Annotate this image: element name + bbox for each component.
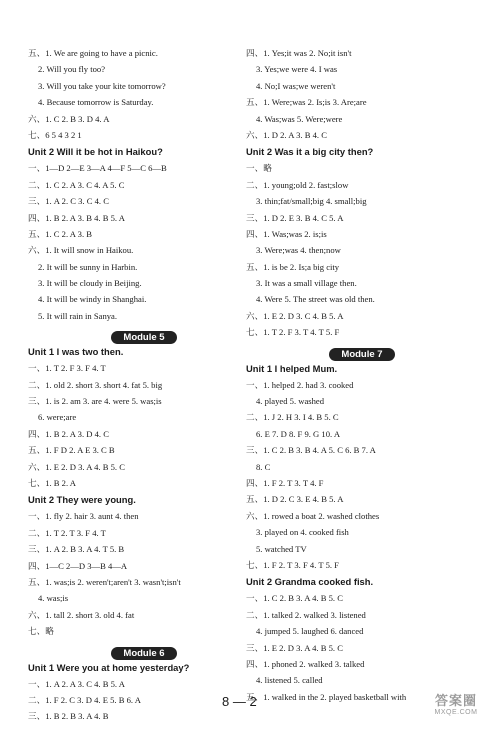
answer-line: 七、1. B 2. A <box>28 477 76 488</box>
answer-line: 三、1. B 2. B 3. A 4. B <box>28 711 109 722</box>
answer-line: 二、1. T 2. T 3. F 4. T <box>28 527 106 538</box>
watermark-logo <box>418 690 494 716</box>
answer-line: 2. It will be sunny in Harbin. <box>38 261 138 272</box>
right-answer-column <box>246 48 478 708</box>
answer-line: 五、1. is be 2. Is;a big city <box>246 261 340 272</box>
answer-line: 三、1. E 2. D 3. A 4. B 5. C <box>246 642 343 653</box>
answer-line: 4. It will be windy in Shanghai. <box>38 294 147 305</box>
answer-line: 3. thin;fat/small;big 4. small;big <box>256 196 367 207</box>
answer-line: 4. Was;was 5. Were;were <box>256 113 343 124</box>
page-number: 8 — 2 <box>222 694 257 709</box>
answer-line: 五、1. was;is 2. weren't;aren't 3. wasn't;isn't <box>28 576 181 587</box>
answer-line: 六、1. E 2. D 3. A 4. B 5. C <box>28 461 125 472</box>
answer-line: 二、1. F 2. C 3. D 4. E 5. B 6. A <box>28 694 141 705</box>
answer-line: 3. Will you take your kite tomorrow? <box>38 80 166 91</box>
answer-line: 四、1. Yes;it was 2. No;it isn't <box>246 48 352 58</box>
answer-line: 一、1. T 2. F 3. F 4. T <box>28 363 106 374</box>
unit-heading: Unit 2 Will it be hot in Haikou? <box>28 146 163 158</box>
answer-line: 3. It was a small village then. <box>256 278 357 289</box>
answer-line: 七、略 <box>28 626 54 637</box>
answer-line: 3. played on 4. cooked fish <box>256 527 349 538</box>
answer-line: 4. was;is <box>38 593 69 604</box>
left-answer-column <box>28 48 260 728</box>
answer-line: 6. were;are <box>38 412 77 423</box>
answer-line: 一、1. C 2. B 3. A 4. B 5. C <box>246 593 343 604</box>
answer-line: 四、1. Was;was 2. is;is <box>246 228 327 239</box>
answer-line: 5. watched TV <box>256 543 307 554</box>
answer-line: 四、1—C 2—D 3—B 4—A <box>28 560 128 571</box>
answer-line: 4. listened 5. called <box>256 675 323 686</box>
unit-heading: Unit 1 I was two then. <box>28 346 124 358</box>
answer-line: 六、1. It will snow in Haikou. <box>28 245 134 256</box>
answer-line: 七、6 5 4 3 2 1 <box>28 129 82 140</box>
answer-line: 六、1. D 2. A 3. B 4. C <box>246 129 327 140</box>
answer-line: 4. No;I was;we weren't <box>256 80 336 91</box>
module-heading <box>28 327 260 346</box>
answer-line: 四、1. phoned 2. walked 3. talked <box>246 658 365 669</box>
answer-line: 六、1. rowed a boat 2. washed clothes <box>246 510 380 521</box>
answer-line: 一、1. fly 2. hair 3. aunt 4. then <box>28 511 139 522</box>
answer-line: 6. E 7. D 8. F 9. G 10. A <box>256 428 341 439</box>
answer-line: 三、1. D 2. E 3. B 4. C 5. A <box>246 212 344 223</box>
answer-line: 三、1. C 2. B 3. B 4. A 5. C 6. B 7. A <box>246 445 376 456</box>
answer-line: 3. Yes;we were 4. I was <box>256 64 338 75</box>
module-heading <box>28 643 260 662</box>
answer-line: 五、1. C 2. A 3. B <box>28 228 92 239</box>
unit-heading: Unit 1 I helped Mum. <box>246 362 338 374</box>
answer-line: 二、1. J 2. H 3. I 4. B 5. C <box>246 412 339 423</box>
answer-line: 2. Will you fly too? <box>38 64 106 75</box>
answer-line: 二、1. talked 2. walked 3. listened <box>246 609 366 620</box>
answer-line: 4. Were 5. The street was old then. <box>256 294 375 305</box>
answer-line: 一、1. helped 2. had 3. cooked <box>246 379 354 390</box>
answer-line: 一、1. A 2. A 3. C 4. B 5. A <box>28 678 125 689</box>
answer-line: 二、1. C 2. A 3. C 4. A 5. C <box>28 179 125 190</box>
answer-line: 五、1. Were;was 2. Is;is 3. Are;are <box>246 97 367 108</box>
answer-line: 一、1—D 2—E 3—A 4—F 5—C 6—B <box>28 163 167 174</box>
module-badge: Module 6 <box>111 647 176 660</box>
answer-line: 3. It will be cloudy in Beijing. <box>38 278 142 289</box>
unit-heading: Unit 2 Was it a big city then? <box>246 146 374 158</box>
answer-line: 七、1. T 2. F 3. T 4. T 5. F <box>246 327 340 338</box>
answer-line: 六、1. E 2. D 3. C 4. B 5. A <box>246 310 344 321</box>
watermark-text: 答案圈 <box>434 693 477 708</box>
answer-line: 3. Were;was 4. then;now <box>256 245 341 256</box>
answer-line: 二、1. old 2. short 3. short 4. fat 5. big <box>28 379 163 390</box>
unit-heading: Unit 1 Were you at home yesterday? <box>28 661 190 673</box>
answer-line: 4. Because tomorrow is Saturday. <box>38 97 154 108</box>
answer-line: 五、1. We are going to have a picnic. <box>28 48 158 58</box>
answer-line: 5. It will rain in Sanya. <box>38 310 118 321</box>
answer-line: 五、1. D 2. C 3. E 4. B 5. A <box>246 494 344 505</box>
answer-line: 一、略 <box>246 163 272 174</box>
watermark-url: MXQE.COM <box>434 709 478 716</box>
answer-line: 三、1. A 2. B 3. A 4. T 5. B <box>28 544 125 555</box>
unit-heading: Unit 2 They were young. <box>28 494 136 506</box>
module-badge: Module 7 <box>329 348 394 361</box>
answer-line: 4. jumped 5. laughed 6. danced <box>256 626 364 637</box>
answer-line: 五、1. F D 2. A E 3. C B <box>28 445 115 456</box>
unit-heading: Unit 2 Grandma cooked fish. <box>246 576 374 588</box>
answer-line: 二、1. young;old 2. fast;slow <box>246 179 349 190</box>
answer-line: 七、1. F 2. T 3. F 4. T 5. F <box>246 559 339 570</box>
answer-line: 4. played 5. washed <box>256 396 325 407</box>
module-heading <box>246 344 478 363</box>
answer-line: 三、1. is 2. am 3. are 4. were 5. was;is <box>28 396 162 407</box>
answer-line: 四、1. B 2. A 3. D 4. C <box>28 428 109 439</box>
answer-line: 五、1. walked in the 2. played basketball with <box>246 691 407 702</box>
answer-line: 8. C <box>256 461 271 472</box>
module-badge: Module 5 <box>111 331 176 344</box>
answer-line: 四、1. B 2. A 3. B 4. B 5. A <box>28 212 125 223</box>
answer-line: 四、1. F 2. T 3. T 4. F <box>246 477 324 488</box>
answer-line: 六、1. C 2. B 3. D 4. A <box>28 113 110 124</box>
answer-line: 六、1. tall 2. short 3. old 4. fat <box>28 609 135 620</box>
answer-line: 三、1. A 2. C 3. C 4. C <box>28 196 109 207</box>
